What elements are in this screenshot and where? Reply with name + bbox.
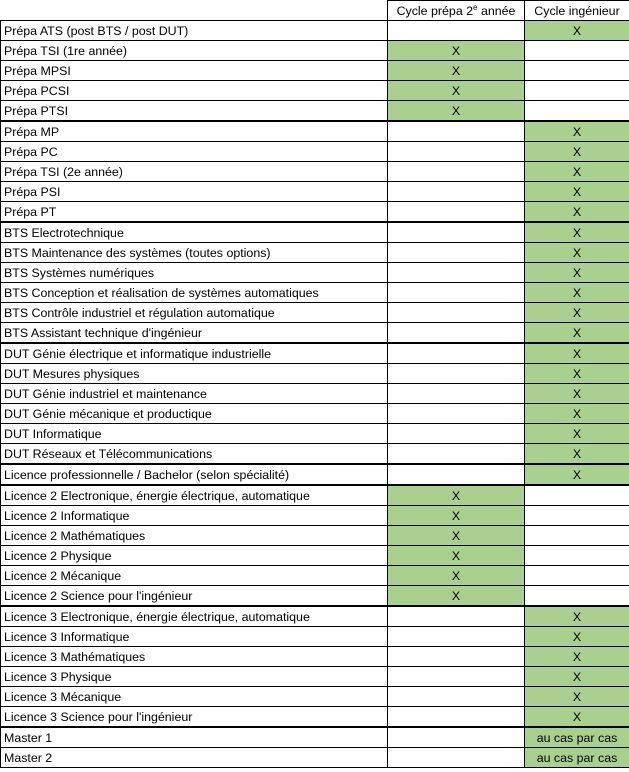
cell-cycle-ingenieur: X: [525, 121, 629, 142]
cell-cycle-ingenieur: X: [525, 303, 629, 323]
cell-cycle-prepa: [388, 263, 525, 283]
formation-label: Prépa ATS (post BTS / post DUT): [1, 21, 388, 41]
table-row: [1, 404, 629, 424]
formation-label: Licence 2 Electronique, énergie électrique, automatique: [1, 485, 388, 506]
cell-cycle-prepa: [388, 182, 525, 202]
table-row: [1, 61, 629, 81]
formation-label: DUT Génie électrique et informatique industrielle: [1, 343, 388, 364]
formation-label: BTS Conception et réalisation de systèmes automatiques: [1, 283, 388, 303]
formation-label: Licence 3 Mécanique: [1, 687, 388, 707]
formation-label: Prépa PCSI: [1, 81, 388, 101]
cell-cycle-ingenieur: X: [525, 222, 629, 243]
cell-cycle-ingenieur: X: [525, 404, 629, 424]
header-row: [1, 1, 629, 21]
cell-cycle-prepa: [388, 404, 525, 424]
cell-cycle-ingenieur: [525, 506, 629, 526]
cell-cycle-prepa: [388, 687, 525, 707]
cell-cycle-prepa: [388, 384, 525, 404]
cell-cycle-ingenieur: X: [525, 364, 629, 384]
formation-label: DUT Génie mécanique et productique: [1, 404, 388, 424]
cell-cycle-prepa: X: [388, 81, 525, 101]
table-row: [1, 384, 629, 404]
formation-label: Prépa PSI: [1, 182, 388, 202]
table-row: [1, 586, 629, 607]
cell-cycle-ingenieur: [525, 546, 629, 566]
table-row: [1, 21, 629, 41]
cell-cycle-ingenieur: X: [525, 263, 629, 283]
cell-cycle-prepa: X: [388, 61, 525, 81]
formation-label: Licence 2 Mathématiques: [1, 526, 388, 546]
table-row: [1, 162, 629, 182]
cell-cycle-prepa: [388, 464, 525, 485]
cell-cycle-prepa: [388, 222, 525, 243]
table-row: [1, 142, 629, 162]
cell-cycle-prepa: X: [388, 485, 525, 506]
formation-label: BTS Contrôle industriel et régulation automatique: [1, 303, 388, 323]
table-row: [1, 323, 629, 344]
cell-cycle-ingenieur: X: [525, 21, 629, 41]
formation-label: DUT Génie industriel et maintenance: [1, 384, 388, 404]
table-row: [1, 303, 629, 323]
table-row: [1, 343, 629, 364]
table-row: [1, 727, 629, 748]
formation-label: Prépa TSI (1re année): [1, 41, 388, 61]
cell-cycle-ingenieur: X: [525, 202, 629, 223]
cell-cycle-prepa: [388, 343, 525, 364]
formation-label: Licence 3 Informatique: [1, 627, 388, 647]
table-row: [1, 526, 629, 546]
table-row: [1, 202, 629, 223]
cell-cycle-ingenieur: X: [525, 283, 629, 303]
cell-cycle-ingenieur: X: [525, 667, 629, 687]
table-row: [1, 627, 629, 647]
cell-cycle-ingenieur: X: [525, 384, 629, 404]
table-row: [1, 687, 629, 707]
cell-cycle-prepa: [388, 606, 525, 627]
table-row: [1, 243, 629, 263]
formation-label: Prépa PC: [1, 142, 388, 162]
table-row: [1, 606, 629, 627]
table-row: [1, 506, 629, 526]
cell-cycle-ingenieur: X: [525, 606, 629, 627]
cell-cycle-ingenieur: X: [525, 343, 629, 364]
cell-cycle-prepa: X: [388, 526, 525, 546]
table-row: [1, 121, 629, 142]
formation-label: Licence 2 Informatique: [1, 506, 388, 526]
table-row: [1, 444, 629, 465]
formation-label: Master 2: [1, 748, 388, 768]
table-row: [1, 41, 629, 61]
cell-cycle-ingenieur: X: [525, 182, 629, 202]
cell-cycle-ingenieur: X: [525, 647, 629, 667]
cell-cycle-ingenieur: X: [525, 243, 629, 263]
cell-cycle-ingenieur: X: [525, 444, 629, 465]
cell-cycle-prepa: [388, 748, 525, 768]
cell-cycle-ingenieur: [525, 101, 629, 122]
cell-cycle-ingenieur: X: [525, 707, 629, 728]
table-row: [1, 81, 629, 101]
formation-label: Prépa PT: [1, 202, 388, 223]
header-cycle-prepa: Cycle prépa 2e année: [388, 1, 525, 21]
formation-label: BTS Electrotechnique: [1, 222, 388, 243]
cell-cycle-ingenieur: [525, 81, 629, 101]
cell-cycle-prepa: [388, 121, 525, 142]
cell-cycle-ingenieur: au cas par cas: [525, 727, 629, 748]
formation-label: Licence 3 Science pour l'ingénieur: [1, 707, 388, 728]
table-row: [1, 263, 629, 283]
formation-label: BTS Assistant technique d'ingénieur: [1, 323, 388, 344]
cell-cycle-prepa: X: [388, 586, 525, 607]
cell-cycle-prepa: [388, 647, 525, 667]
header-corner: [1, 1, 388, 21]
formation-label: Licence 2 Mécanique: [1, 566, 388, 586]
formation-label: BTS Systèmes numériques: [1, 263, 388, 283]
cell-cycle-prepa: [388, 142, 525, 162]
formation-label: Prépa MP: [1, 121, 388, 142]
cell-cycle-prepa: [388, 667, 525, 687]
cell-cycle-ingenieur: au cas par cas: [525, 748, 629, 768]
table-row: [1, 464, 629, 485]
formation-label: Licence 3 Physique: [1, 667, 388, 687]
table-row: [1, 182, 629, 202]
cell-cycle-prepa: [388, 424, 525, 444]
formation-label: DUT Informatique: [1, 424, 388, 444]
cell-cycle-ingenieur: [525, 485, 629, 506]
formation-label: Prépa MPSI: [1, 61, 388, 81]
formation-label: DUT Mesures physiques: [1, 364, 388, 384]
cell-cycle-prepa: [388, 202, 525, 223]
cell-cycle-ingenieur: X: [525, 464, 629, 485]
formation-label: BTS Maintenance des systèmes (toutes options): [1, 243, 388, 263]
cell-cycle-ingenieur: X: [525, 323, 629, 344]
cell-cycle-ingenieur: [525, 526, 629, 546]
cell-cycle-ingenieur: X: [525, 424, 629, 444]
cell-cycle-prepa: X: [388, 101, 525, 122]
table-row: [1, 546, 629, 566]
cell-cycle-ingenieur: X: [525, 627, 629, 647]
formation-label: Licence 3 Mathématiques: [1, 647, 388, 667]
table-row: [1, 566, 629, 586]
table-row: [1, 424, 629, 444]
cell-cycle-prepa: X: [388, 566, 525, 586]
cell-cycle-prepa: [388, 243, 525, 263]
formation-label: Licence professionnelle / Bachelor (selon spécialité): [1, 464, 388, 485]
cell-cycle-prepa: [388, 727, 525, 748]
cell-cycle-prepa: [388, 21, 525, 41]
formation-label: Licence 2 Science pour l'ingénieur: [1, 586, 388, 607]
table-row: [1, 707, 629, 728]
formation-label: Prépa PTSI: [1, 101, 388, 122]
cell-cycle-prepa: [388, 364, 525, 384]
table-body: [1, 21, 629, 768]
cell-cycle-ingenieur: [525, 61, 629, 81]
cell-cycle-prepa: X: [388, 41, 525, 61]
table-row: [1, 667, 629, 687]
cell-cycle-ingenieur: [525, 41, 629, 61]
cell-cycle-prepa: [388, 303, 525, 323]
cell-cycle-ingenieur: X: [525, 687, 629, 707]
table-row: [1, 364, 629, 384]
formation-label: Prépa TSI (2e année): [1, 162, 388, 182]
cell-cycle-prepa: X: [388, 506, 525, 526]
formation-label: Master 1: [1, 727, 388, 748]
formation-label: Licence 3 Electronique, énergie électrique, automatique: [1, 606, 388, 627]
header-cycle-ingenieur: Cycle ingénieur: [525, 1, 629, 21]
cell-cycle-prepa: [388, 707, 525, 728]
cell-cycle-ingenieur: [525, 586, 629, 607]
cell-cycle-prepa: X: [388, 546, 525, 566]
table-row: [1, 283, 629, 303]
cell-cycle-prepa: [388, 627, 525, 647]
cell-cycle-prepa: [388, 444, 525, 465]
table-row: [1, 222, 629, 243]
cell-cycle-ingenieur: X: [525, 162, 629, 182]
table-row: [1, 647, 629, 667]
cell-cycle-prepa: [388, 162, 525, 182]
table-row: [1, 748, 629, 768]
table-row: [1, 485, 629, 506]
cell-cycle-ingenieur: [525, 566, 629, 586]
cell-cycle-prepa: [388, 323, 525, 344]
table-row: [1, 101, 629, 122]
cell-cycle-prepa: [388, 283, 525, 303]
formation-label: Licence 2 Physique: [1, 546, 388, 566]
formation-label: DUT Réseaux et Télécommunications: [1, 444, 388, 465]
cell-cycle-ingenieur: X: [525, 142, 629, 162]
